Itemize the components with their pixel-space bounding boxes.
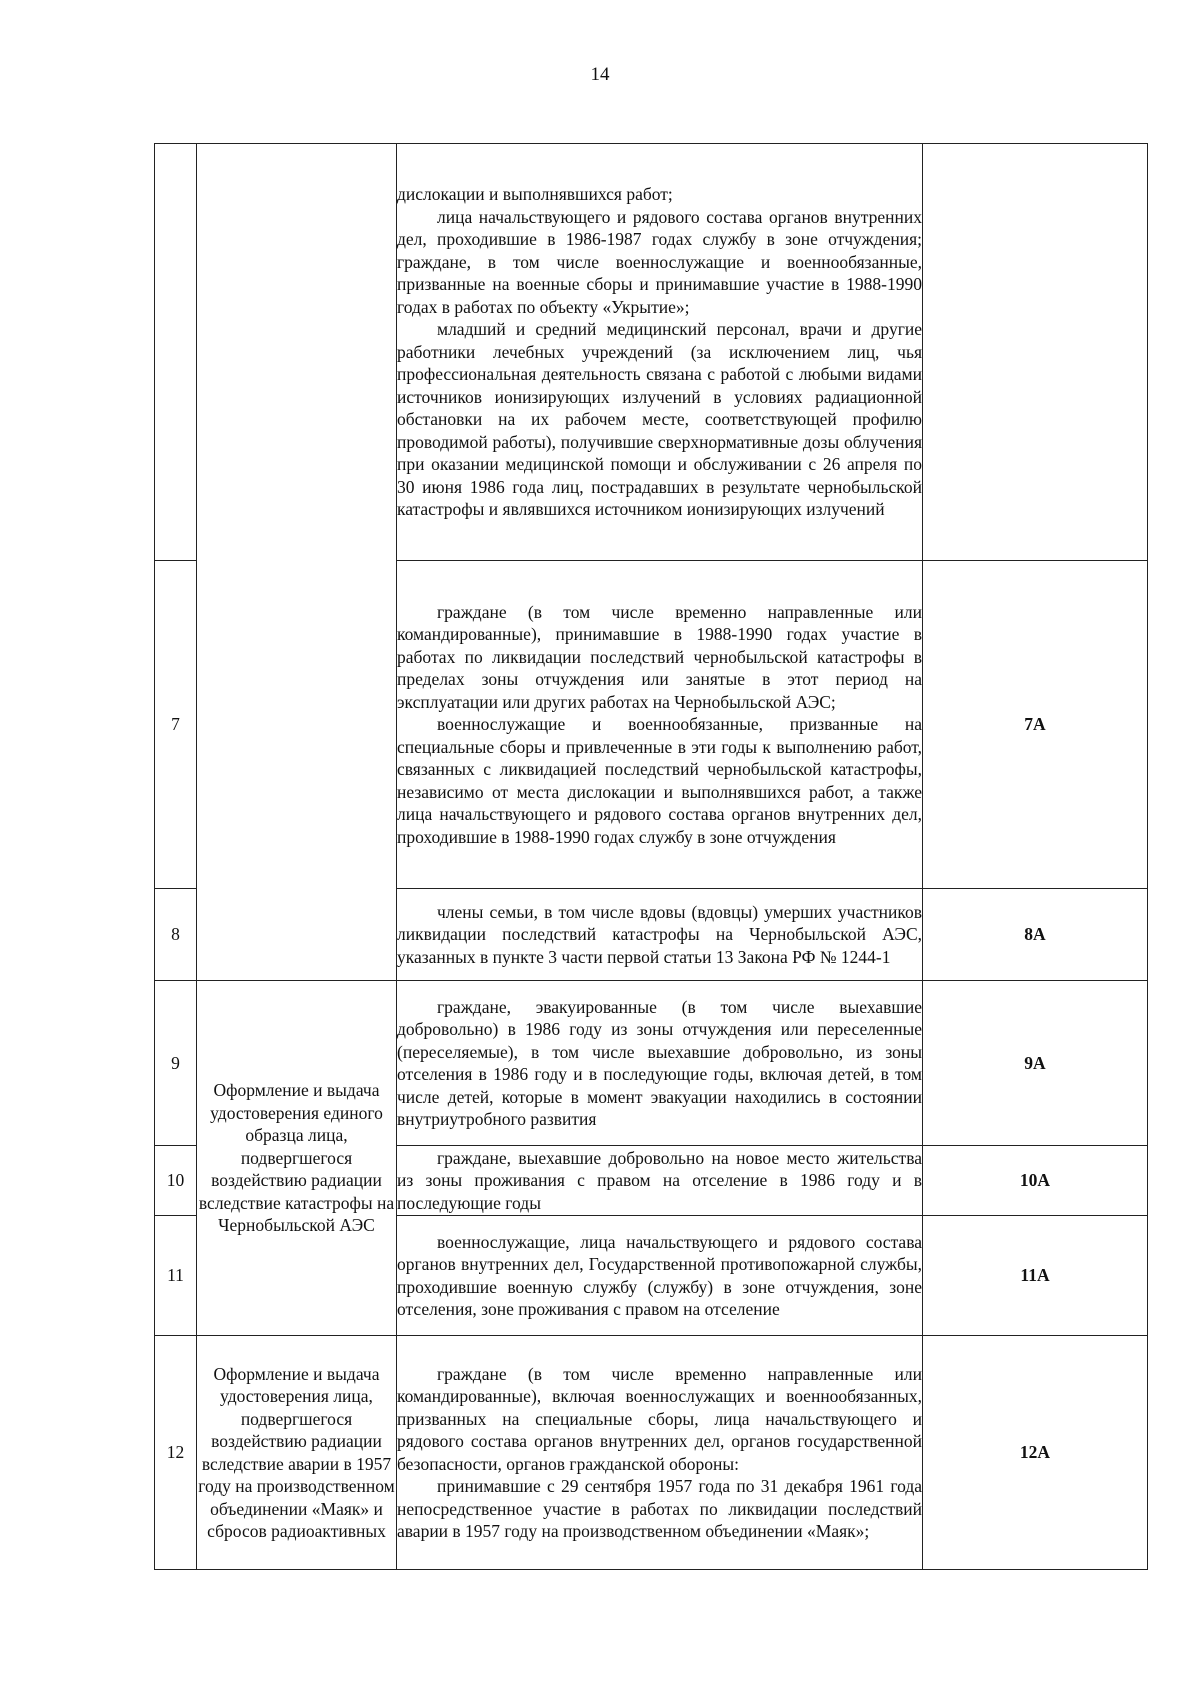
category-cell <box>397 889 923 981</box>
category-code: 7А <box>923 561 1148 889</box>
service-name <box>197 1336 397 1570</box>
category-code: 12А <box>923 1336 1148 1570</box>
category-code: 11А <box>923 1216 1148 1336</box>
category-cell <box>397 144 923 561</box>
row-number: 8 <box>155 889 197 981</box>
category-cell <box>397 561 923 889</box>
category-paragraph: военнослужащие и военнообязанные, призванные на специальные сборы и привлеченные в эти годы к выполнению работ, связанных с ликвидацией последствий чернобыльской катастрофы, независимо от места дислокации и выполнявшихся работ, а также лица начальствующего и рядового состава органов внутренних дел, проходившие в 1988-1990 годах службу в зоне отчуждения <box>397 714 922 847</box>
category-code: 9А <box>923 981 1148 1146</box>
category-cell <box>397 1216 923 1336</box>
row-number: 11 <box>155 1216 197 1336</box>
category-cell <box>397 981 923 1146</box>
category-paragraph: лица начальствующего и рядового состава органов внутренних дел, проходившие в 1986-1987 годах службу в зоне отчуждения; граждане, в том числе военнослужащие и военнообязанные, призванные на военные сборы и принимавшие участие в 1988-1990 годах в работах по объекту «Укрытие»; <box>397 206 922 317</box>
service-name-text: Оформление и выдача удостоверения единого образца лица, подвергшегося воздействию радиации вследствие катастрофы на Чернобыльской АЭС <box>198 1080 395 1236</box>
category-paragraph: граждане (в том числе временно направленные или командированные), принимавшие в 1988-1990 годах участие в работах по ликвидации последствий чернобыльской катастрофы в пределах зоны отчуждения или занятые в этот период на эксплуатации или других работах на Чернобыльской АЭС; <box>397 601 922 712</box>
table-row <box>155 144 1148 561</box>
page-number: 14 <box>590 64 610 85</box>
category-code: 10А <box>923 1146 1148 1216</box>
category-paragraph: граждане, эвакуированные (в том числе выехавшие добровольно) в 1986 году из зоны отчуждения или переселенные (переселяемые), в том числе выехавшие добровольно, из зоны отселения в 1986 году и в последующие годы, включая детей, в том числе детей, которые в момент эвакуации находились в состоянии внутриутробного развития <box>397 996 922 1129</box>
category-paragraph: военнослужащие, лица начальствующего и рядового состава органов внутренних дел, Государственной противопожарной службы, проходившие военную службу (службу) в зоне отчуждения, зоне отселения, зоне проживания с правом на отселение <box>397 1231 922 1319</box>
category-cell <box>397 1336 923 1570</box>
category-paragraph: младший и средний медицинский персонал, врачи и другие работники лечебных учреждений (за исключением лиц, чья профессиональная деятельность связана с работой с любыми видами источников ионизирующих излучений в условиях радиационной обстановки на их рабочем месте, соответствующей профилю проводимой работы), получившие сверхнормативные дозы облучения при оказании медицинской помощи и обслуживании с 26 апреля по 30 июня 1986 года лиц, пострадавших в результате чернобыльской катастрофы и являвшихся источником ионизирующих излучений <box>397 319 922 520</box>
service-name <box>197 981 397 1336</box>
category-paragraph: дислокации и выполнявшихся работ; <box>397 184 673 205</box>
row-number: 7 <box>155 561 197 889</box>
table-row <box>155 981 1148 1146</box>
category-paragraph: принимавшие с 29 сентября 1957 года по 31 декабря 1961 года непосредственное участие в работах по ликвидации последствий аварии в 1957 году на производственном объединении «Маяк»; <box>397 1476 922 1541</box>
row-number: 12 <box>155 1336 197 1570</box>
document-table <box>154 143 1148 1570</box>
service-name-text: Оформление и выдача удостоверения лица, подвергшегося воздействию радиации вследствие аварии в 1957 году на производственном объединении «Маяк» и сбросов радиоактивных <box>198 1363 395 1541</box>
service-cell-empty <box>197 144 397 981</box>
table-row <box>155 1336 1148 1570</box>
row-number <box>155 144 197 561</box>
row-number: 9 <box>155 981 197 1146</box>
category-code: 8А <box>923 889 1148 981</box>
category-code <box>923 144 1148 561</box>
category-cell <box>397 1146 923 1216</box>
category-paragraph: члены семьи, в том числе вдовы (вдовцы) умерших участников ликвидации последствий катастрофы на Чернобыльской АЭС, указанных в пункте 3 части первой статьи 13 Закона РФ № 1244-1 <box>397 901 922 967</box>
row-number: 10 <box>155 1146 197 1216</box>
category-paragraph: граждане (в том числе временно направленные или командированные), включая военнослужащих и военнообязанных, призванных на специальные сборы, лица начальствующего и рядового состава органов внутренних дел, органов государственной безопасности, органов гражданской обороны: <box>397 1363 922 1474</box>
category-paragraph: граждане, выехавшие добровольно на новое место жительства из зоны проживания с правом на отселение в 1986 году и в последующие годы <box>397 1147 922 1213</box>
